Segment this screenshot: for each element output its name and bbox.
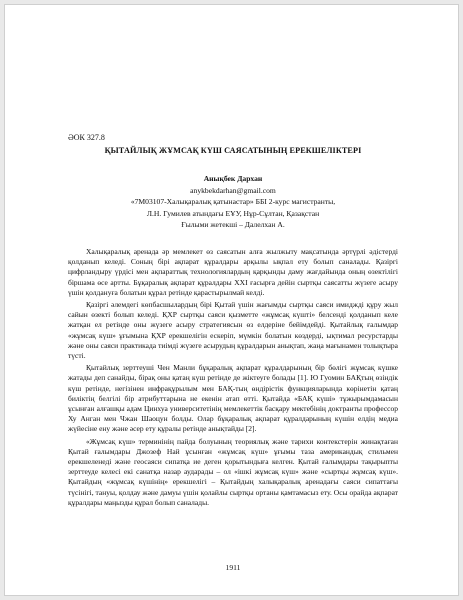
author-block bbox=[68, 173, 398, 231]
article-title: ҚЫТАЙЛЫҚ ЖҰМСАҚ КҮШ САЯСАТЫНЫҢ ЕРЕКШЕЛІКТЕРІ bbox=[104, 146, 362, 155]
body-paragraph: «Жұмсақ күш» терминінің пайда болуының теориялық және тарихи контекстерін жинақтаған Қытай ғалымдары Джозеф Най ұсынған «жұмсақ күш» ұғымы таза американдық стильмен ерекшеленеді және геосаяси сипатқа ие деген қорытындыға келген. Қытай ғалымдары тақырыпты зерттеуде келесі екі санатқа назар аударады – ол «ішкі жұмсақ күш» және «сыртқы жұмсақ күш». Қытайдың «жұмсақ күшінің» ерекшелігі – Қытайдың халықаралық аренадағы саяси сипаттағы түсінігі, тануы, қолдау және дамуы үшін қолайлы сыртқы ортаны қамтамасыз ету. Осы орайда ақпарат құралдары маңызды құрал болып саналады. bbox=[68, 436, 398, 507]
article-body bbox=[68, 247, 398, 510]
document-page bbox=[4, 4, 459, 596]
author-university: Л.Н. Гумилев атындағы ЕҰУ, Нұр-Сұлтан, Қазақстан bbox=[146, 208, 320, 218]
page-number: 1911 bbox=[225, 563, 241, 572]
author-name: Анықбек Дархан bbox=[203, 174, 263, 183]
author-supervisor: Ғылыми жетекші – Далелхан А. bbox=[181, 220, 285, 230]
body-paragraph: Қазіргі әлемдегі көпбасшылардың бірі Қытай үшін жағымды сыртқы саяси имиджді құру жыл сайын өзекті болып келеді. ҚХР сыртқы саяси қызметте «жұмсақ күшті» белсенді қолданып келе жатқан ел ретінде оны жүзеге асыру стратегиясын өз елдеріне бейімдейді. Қытайлық ғалымдар «жұмсақ күш» ұғымына ҚХР ерекшелігін ескеріп, мүмкін болатын көздерді, ықтимал ресурстарды және оны саяси практикада тиімді жүзеге асырудың құралдарын анықтап, жаңа мағынамен толықтыра түсті. bbox=[68, 300, 398, 361]
body-paragraph: Қытайлық зерттеуші Чен Манли бұқаралық ақпарат құралдарының бір бөлігі жұмсақ күшке жатады деп санайды, бірақ оны қатаң күш ретінде де жіктеуге болады [1]. Ю Гуомин БАҚтың өзіндік күш ретінде, негізінен инфрақұрылым мен БАҚ-тың өндірістік функцияларында көрінетін қатаң биліктің белгілі бір атрибуттарына не екенін атап өтті. Қытайда «БАҚ күші» тұжырымдамасын ұсынған алғашқы адам Цинхуа университетінің мемлекеттік басқару мектебінің доктранты профессор Ху Анган мен Чжан Шаоцун болды. Олар бұқаралық ақпарат құралдарының күшін елдің медиа жүйесіне ену және әсер ету құралы ретінде анықтайды [2]. bbox=[68, 363, 398, 434]
body-paragraph: Халықаралық аренада әр мемлекет өз саясатын алға жылжыту мақсатында әртүрлі әдістерді қолданып келеді. Соның бірі ақпарат құралдары арқылы ықпал ету болып саналады. Қазіргі цифрландыру үрдісі мен ақпараттық технологиялардың қарқынды даму жағдайында оның өзектілігі біршама өсе артты. Бұқаралық ақпарат құралдары XXI ғасырға дейін сыртқы саясатты жүзеге асыру үшін қолдануға болатын құрал ретінде қарастырылмай келді. bbox=[68, 247, 398, 297]
author-program: «7M03107-Халықаралық қатынастар» ББІ 2-курс магистранты, bbox=[130, 197, 336, 207]
udc-code: ӘОК 327.8 bbox=[68, 133, 105, 142]
author-email: anykbekdarhan@gmail.com bbox=[190, 185, 276, 195]
